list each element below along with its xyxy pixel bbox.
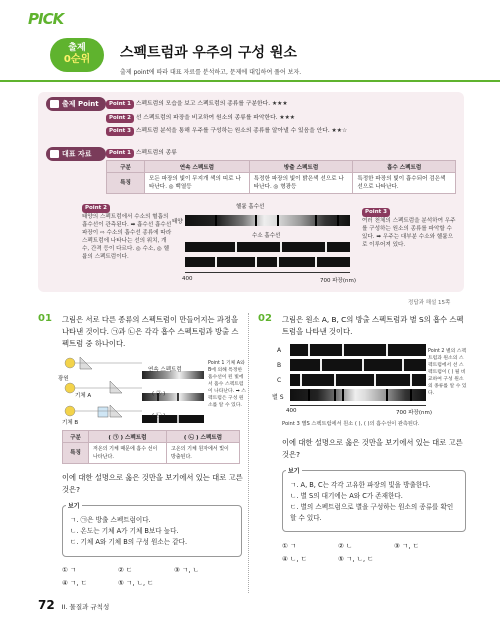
q2-choice-3[interactable]: ③ ㄱ, ㄷ xyxy=(394,542,419,550)
axis-min: 400 xyxy=(182,276,193,282)
spectrum-type-table: 구분 연속 스펙트럼 방출 스펙트럼 흡수 스펙트럼 특징 모든 파장의 빛이 무지개 색의 띠로 나타난다. ◎ 백열등 특정한 파장의 빛이 밝은색 선으로 나타난다. ◎ 형광등 특정한 파장의 빛이 흡수되어 검은색 선으로 나타난다. xyxy=(106,160,456,194)
q2-hint: Point 3 별S 스펙트럼에서 원소 ( ), ( )의 흡수선이 관측된다. xyxy=(282,421,420,427)
folder-icon xyxy=(50,150,59,158)
q2-axis-min: 400 xyxy=(286,408,297,414)
row-c-label: C xyxy=(277,377,282,384)
q2-choice-5[interactable]: ⑤ ㄱ, ㄴ, ㄷ xyxy=(338,555,374,563)
page-subtitle: 출제 point에 따라 대표 자료를 분석하고, 문제에 대입하여 풀어 보자. xyxy=(120,69,302,76)
label-continuous: 연속 스펙트럼 xyxy=(148,367,182,373)
label-light-source: 광원 xyxy=(58,376,69,382)
label-gas-b: 기체 B xyxy=(62,420,79,426)
page-title: 스펙트럼과 우주의 구성 원소 xyxy=(120,45,297,61)
label-gas-a: 기체 A xyxy=(75,393,92,399)
spectrum-a xyxy=(290,344,426,356)
sun-spectrum xyxy=(185,215,350,226)
element-spectrum-1 xyxy=(185,242,350,252)
point-row: Point 2 선 스펙트럼의 파장을 비교하여 원소의 종류를 파악한다. ★★★ xyxy=(106,112,295,123)
answer-ref: 정답과 해설 15쪽 xyxy=(408,300,451,306)
data-tag: 대표 자료 xyxy=(46,147,106,161)
data-point-row: Point 1 스펙트럼의 종류 xyxy=(106,147,177,158)
q1-side-note: Point 1 기체 A와 B에 의해 특정한 흡수선이 된 빛에서 흡수 스펙트럼이 나타난다. ➡ 스펙트럼은 구성 원소를 알 수 있다. xyxy=(208,361,246,408)
spectrum-c xyxy=(290,374,426,386)
q2-bogi: ㄱ. A, B, C는 각각 고유한 파장의 빛을 방출한다. ㄴ. 별 S의 대기에는 A와 C가 존재한다. ㄷ. 별의 스펙트럼으로 별을 구성하는 원소의 종류를 확인할 수 있다. xyxy=(282,470,466,532)
spectrum-b xyxy=(290,359,426,371)
q1-choice-2[interactable]: ② ㄷ xyxy=(118,566,133,574)
rank-bottom: 0순위 xyxy=(63,54,91,65)
q2-axis-max: 700 파장(nm) xyxy=(396,410,433,416)
column-divider xyxy=(248,313,249,593)
page-number: 72 xyxy=(38,598,55,612)
row-a-label: A xyxy=(277,347,282,354)
q2-choice-1[interactable]: ① ㄱ xyxy=(282,542,297,550)
q2-number: 02 xyxy=(258,313,272,324)
q2-side-note: Point 2 별의 스펙트럼과 원소의 스펙트럼에서 선 스펙트럼이 ( ) 될 비교하여 구성 원소의 종류를 알 수 있다. xyxy=(428,349,467,396)
page-footer xyxy=(38,598,109,612)
q1-mini-table: 구분 ( ㉠ ) 스펙트럼 ( ㉡ ) 스펙트럼 특징 저온의 기체 때문에 흡수 선이 나타난다. 고온의 기체 원자에서 빛이 방출된다. xyxy=(62,430,240,464)
label-b: ( ㉡ ) xyxy=(152,413,166,419)
q1-choice-3[interactable]: ③ ㄱ, ㄴ xyxy=(174,566,199,574)
q2-axis xyxy=(290,405,426,406)
label-helium: 헬륨 흡수선 xyxy=(236,204,265,210)
header-divider xyxy=(0,80,500,82)
q2-choice-2[interactable]: ② ㄴ xyxy=(338,542,353,550)
axis-max: 700 파장(nm) xyxy=(320,278,357,284)
element-spectrum-2 xyxy=(185,257,350,267)
q1-question: 이에 대한 설명으로 옳은 것만을 보기에서 있는 대로 고른 것은? xyxy=(62,473,243,494)
q2-bogi-label: 보기 xyxy=(288,468,300,475)
q1-number: 01 xyxy=(38,313,52,324)
point-badge: Point 1 xyxy=(106,100,134,109)
point-badge: Point 3 xyxy=(106,127,134,136)
q1-bogi-label: 보기 xyxy=(68,503,80,510)
point-badge: Point 2 xyxy=(106,114,134,123)
note-right: Point 3 여러 천체의 스펙트럼을 분석하여 우주를 구성하는 원소의 종류를 파악할 수 있다. ➡ 우주는 대부분 수소와 헬륨으로 이루어져 있다. xyxy=(362,209,456,248)
q1-choice-5[interactable]: ⑤ ㄱ, ㄴ, ㄷ xyxy=(118,579,154,587)
pencil-icon xyxy=(50,100,59,108)
spectrum-star-s xyxy=(290,389,426,401)
note-left: Point 2 태양의 스펙트럼에서 수소의 혈흡의 흡수선이 관측된다. ➡ 흡수선 흡수선 파장이 ⇨ 수소의 흡수선 종류에 따라 스펙트럼에 나타나는 선의 위치, 개수, 간격 등이 다르다. ◎ 수소, ◎ 헬륨의 스펙트럼이다. xyxy=(82,205,172,260)
label-hydrogen: 수소 흡수선 xyxy=(252,233,281,239)
pick-badge: PICK xyxy=(28,10,64,28)
chapter-label: II. 물질과 규칙성 xyxy=(61,603,110,611)
label-a: ( ㉠ ) xyxy=(152,391,166,397)
row-b-label: B xyxy=(277,362,282,369)
row-s-label: 별 S xyxy=(272,394,284,401)
label-sun: 태양 xyxy=(172,219,183,225)
q1-choice-4[interactable]: ④ ㄱ, ㄷ xyxy=(62,579,87,587)
rank-badge xyxy=(50,38,104,72)
rank-top: 출제 xyxy=(68,43,86,53)
q1-bogi: ㄱ. ㉠은 방출 스펙트럼이다. ㄴ. 온도는 기체 A가 기체 B보다 높다. ㄷ. 기체 A와 기체 B의 구성 원소는 같다. xyxy=(62,505,242,557)
q2-question: 이에 대한 설명으로 옳은 것만을 보기에서 있는 대로 고른 것은? xyxy=(282,438,463,459)
point-row: Point 1 스펙트럼의 모습을 보고 스펙트럼의 종류를 구분한다. ★★★ xyxy=(106,98,288,109)
q2-choice-4[interactable]: ④ ㄴ, ㄷ xyxy=(282,555,307,563)
q2-text: 그림은 원소 A, B, C의 방출 스펙트럼과 별 S의 흡수 스펙트럼을 나타낸 것이다. xyxy=(282,315,464,336)
points-tag: 출제 Point xyxy=(46,97,106,111)
point-row: Point 3 스펙트럼 분석을 통해 우주를 구성하는 원소의 종류를 알아낼 수 있음을 안다. ★★☆ xyxy=(106,125,347,136)
q1-choice-1[interactable]: ① ㄱ xyxy=(62,566,77,574)
q1-text: 그림은 서로 다른 종류의 스펙트럼이 만들어지는 과정을 나타낸 것이다. ㉠과 ㉡은 각각 흡수 스펙트럼과 방출 스펙트럼 중 하나이다. xyxy=(62,315,239,348)
spectrum-axis xyxy=(185,272,350,273)
